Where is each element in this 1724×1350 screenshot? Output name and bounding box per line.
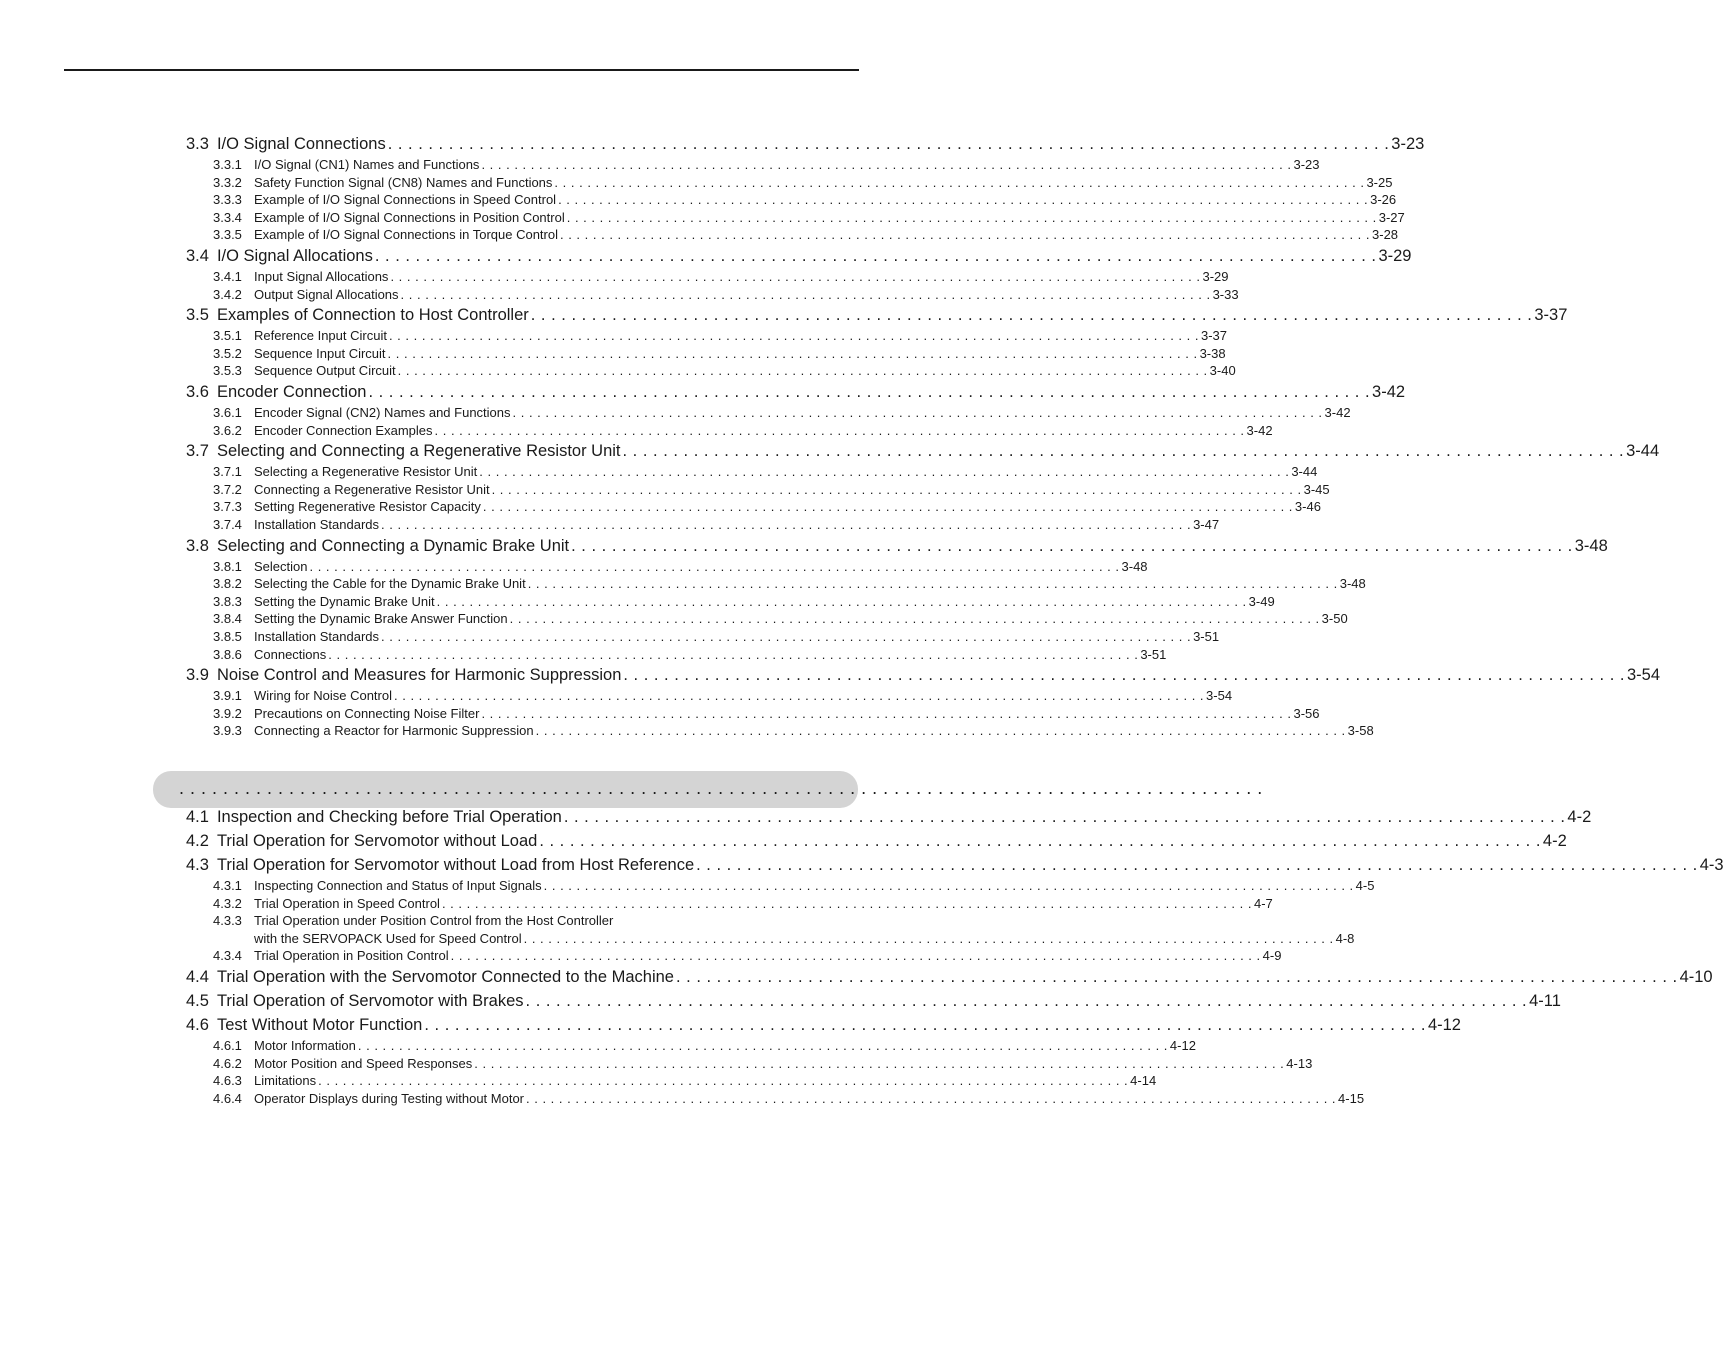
leader-dots: . . . . . . . . . . . . . . . . . . . . . . . . . . . . . . . . . . . . . . . . . . . . . . . . . . . . . . . . . . . . . . . . . . . . . . . . . . . . . . . . . . . . . . . . . . . . . . . . . . . [387,345,1198,361]
entry-text: Example of I/O Signal Connections in Position Control [254,209,565,225]
leader-dots: . . . . . . . . . . . . . . . . . . . . . . . . . . . . . . . . . . . . . . . . . . . . . . . . . . . . . . . . . . . . . . . . . . . . . . . . . . . . . . . . . . . . . . . . . . . . . . . . . . . [526,1090,1337,1106]
toc-subsection-3-8-4[interactable] [213,611,1348,628]
entry-text: Reference Input Circuit [254,328,387,344]
entry-number: 3.8 [186,536,209,555]
toc-subsection-4-6-2[interactable] [213,1055,1313,1073]
entry-number: 3.5.3 [213,363,242,379]
leader-dots: . . . . . . . . . . . . . . . . . . . . . . . . . . . . . . . . . . . . . . . . . . . . . . . . . . . . . . . . . . . . . . . . . . . . . . . . . . . . . . . . . . . . . . . . . . . . . . . . . . . [509,611,1320,627]
entry-number: 3.6.2 [213,422,242,438]
toc-subsection-3-5-3[interactable] [213,363,1236,380]
entry-title [213,464,477,479]
leader-dots: . . . . . . . . . . . . . . . . . . . . . . . . . . . . . . . . . . . . . . . . . . . . . . . . . . . . . . . . . . . . . . . . . . . . . . . . . . . . . . . . . . . . . . . . . . . . . . . . . . . [571,536,1573,555]
toc-subsection-3-3-3[interactable] [213,192,1397,209]
entry-title [186,808,562,827]
toc-subsection-3-4-2[interactable] [213,286,1239,304]
leader-dots: . . . . . . . . . . . . . . . . . . . . . . . . . . . . . . . . . . . . . . . . . . . . . . . . . . . . . . . . . . . . . . . . . . . . . . . . . . . . . . . . . . . . . . . . . . . . . . . . . . . [558,192,1369,208]
entry-number: 3.7.1 [213,464,242,480]
toc-subsection-3-6-1[interactable] [213,405,1351,422]
entry-page: 3-48 [1121,558,1148,574]
entry-number: 3.8.5 [213,629,242,644]
entry-page: 3-42 [1246,422,1273,438]
entry-page: 3-37 [1534,306,1568,325]
entry-text: Setting the Dynamic Brake Unit [254,593,435,609]
entry-title [186,992,524,1011]
leader-dots: . . . . . . . . . . . . . . . . . . . . . . . . . . . . . . . . . . . . . . . . . . . . . . . . . . . . . . . . . . . . . . . . . . . . . . . . . . . . . . . . . . . . . . . . . . . . . . . . . . . [381,517,1192,532]
entry-title [213,931,522,946]
leader-dots: . . . . . . . . . . . . . . . . . . . . . . . . . . . . . . . . . . . . . . . . . . . . . . . . . . . . . . . . . . . . . . . . . . . . . . . . . . . . . . . . . . . . . . . . . . . . . . . . . . . [512,405,1323,420]
leader-dots: . . . . . . . . . . . . . . . . . . . . . . . . . . . . . . . . . . . . . . . . . . . . . . . . . . . . . . . . . . . . . . . . . . . . . . . . . . . . . . . . . . . . . . . . . . . . . . . . . . . [328,646,1139,662]
entry-number: 3.3.4 [213,209,242,225]
toc-subsection-4-6-3[interactable] [213,1073,1157,1090]
entry-number: 3.3.5 [213,227,242,243]
entry-number: 3.7.4 [213,517,242,532]
entry-title [213,269,388,284]
toc-section-4-4[interactable] [186,968,1713,990]
toc-subsection-4-3-2[interactable] [213,895,1273,913]
entry-text: I/O Signal (CN1) Names and Functions [254,157,480,172]
toc-section-3-5[interactable] [186,306,1568,328]
entry-title [213,913,613,928]
entry-title [186,537,569,556]
toc-subsection-3-3-1[interactable] [213,157,1320,174]
entry-number: 3.8.2 [213,576,242,592]
entry-page: 3-29 [1202,269,1229,284]
entry-number: 3.3 [186,135,209,153]
toc-subsection-3-9-2[interactable] [213,705,1320,723]
entry-text: Trial Operation in Position Control [254,948,449,964]
entry-text: Inspection and Checking before Trial Operation [216,808,562,826]
entry-page: 3-51 [1193,629,1220,644]
entry-page: 3-49 [1248,593,1275,609]
entry-page: 4-13 [1286,1055,1313,1071]
entry-page: 3-28 [1372,227,1399,243]
entry-text: Setting Regenerative Resistor Capacity [254,499,481,515]
leader-dots: . . . . . . . . . . . . . . . . . . . . . . . . . . . . . . . . . . . . . . . . . . . . . . . . . . . . . . . . . . . . . . . . . . . . . . . . . . . . . . . . . . . . . . . . . . . . . . . . . . . [424,1016,1426,1034]
entry-page: 4-2 [1542,832,1567,850]
leader-dots: . . . . . . . . . . . . . . . . . . . . . . . . . . . . . . . . . . . . . . . . . . . . . . . . . . . . . . . . . . . . . . . . . . . . . . . . . . . . . . . . . . . . . . . . . . . . . . . . . . . [554,174,1365,190]
entry-title [213,227,558,242]
entry-page: 3-42 [1372,383,1406,401]
entry-number: 3.9.1 [213,688,242,704]
entry-number: 4.3.1 [213,878,242,893]
leader-dots: . . . . . . . . . . . . . . . . . . . . . . . . . . . . . . . . . . . . . . . . . . . . . . . . . . . . . . . . . . . . . . . . . . . . . . . . . . . . . . . . . . . . . . . . . . . . . . . . . . . [559,227,1371,243]
leader-dots: . . . . . . . . . . . . . . . . . . . . . . . . . . . . . . . . . . . . . . . . . . . . . . . . . . . . . . . . . . . . . . . . . . . . . . . . . . . . . . . . . . . . . . . . . . . . . . . . . . . [481,705,1292,721]
leader-dots: . . . . . . . . . . . . . . . . . . . . . . . . . . . . . . . . . . . . . . . . . . . . . . . . . . . . . . . . . . . . . . . . . . . . . . . . . . . . . . . . . . . . . . . . . . . . . . . . . . . [368,383,1371,401]
entry-page: 3-25 [1366,174,1393,190]
toc-subsection-4-3-3[interactable] [213,913,836,930]
entry-page: 4-12 [1427,1016,1461,1034]
entry-page: 3-42 [1324,405,1351,420]
entry-text: Example of I/O Signal Connections in Speed Control [254,192,557,208]
leader-dots: . . . . . . . . . . . . . . . . . . . . . . . . . . . . . . . . . . . . . . . . . . . . . . . . . . . . . . . . . . . . . . . . . . . . . . . . . . . . . . . . . . . . . . . . . . . . . . . . . . . [525,992,1528,1010]
leader-dots: . . . . . . . . . . . . . . . . . . . . . . . . . . . . . . . . . . . . . . . . . . . . . . . . . . . . . . . . . . . . . . . . . . . . . . . . . . . . . . . . . . . . . . . . . . . . . . . . . . . [566,209,1377,225]
entry-number: 4.3 [186,856,209,874]
entry-number: 4.6.1 [213,1038,242,1053]
entry-title [213,576,526,591]
entry-title [213,210,565,225]
leader-dots: . . . . . . . . . . . . . . . . . . . . . . . . . . . . . . . . . . . . . . . . . . . . . . . . . . . . . . . . . . . . . . . . . . . . . . . . . . . . . . . . . . . . . . . . . . . . . . . . . . . [390,269,1201,284]
toc-subsection-3-8-1[interactable] [213,558,1148,576]
entry-number: 4.6 [186,1016,209,1034]
entry-page: 3-48 [1574,536,1608,555]
entry-title [186,135,386,154]
entry-title [186,247,373,266]
entry-title [213,706,479,721]
entry-page: 4-15 [1338,1090,1365,1106]
entry-number: 3.4 [186,247,209,265]
entry-text: Trial Operation for Servomotor without Load from Host Reference [216,856,695,874]
entry-title [186,383,366,402]
toc-subsection-3-7-3[interactable] [213,499,1321,516]
entry-text: Selecting and Connecting a Dynamic Brake Unit [216,536,570,555]
entry-text: Encoder Signal (CN2) Names and Functions [254,405,511,420]
toc-section-3-4[interactable] [186,247,1412,269]
entry-number: 4.6.2 [213,1055,242,1071]
leader-dots: . . . . . . . . . . . . . . . . . . . . . . . . . . . . . . . . . . . . . . . . . . . . . . . . . . . . . . . . . . . . . . . . . . . . . . . . . . . . . . . . . . . . . . . . . . . . . . . . . . . [397,363,1208,379]
leader-dots: . . . . . . . . . . . . . . . . . . . . . . . . . . . . . . . . . . . . . . . . . . . . . . . . . . . . . . . . . . . . . . . . . . . . . . . . . . . . . . . . . . . . . . . . . . . . . . . . . . . [388,328,1199,344]
leader-dots: . . . . . . . . . . . . . . . . . . . . . . . . . . . . . . . . . . . . . . . . . . . . . . . . . . . . . . . . . . . . . . . . . . . . . . . . . . . . . . . . . . . . . . . . . . . . . . . . . . . [479,464,1290,480]
entry-text: I/O Signal Connections [216,135,386,153]
toc-section-3-8[interactable] [186,536,1608,559]
entry-page: 3-48 [1339,576,1366,592]
entry-page: 4-7 [1253,895,1273,911]
leader-dots: . . . . . . . . . . . . . . . . . . . . . . . . . . . . . . . . . . . . . . . . . . . . . . . . . . . . . . . . . . . . . . . . . . . . . . . . . . . . . . . . . . . . . . . . . . . . . . . . . . . [563,808,1566,826]
entry-number: 3.6.1 [213,405,242,420]
entry-number: 3.5.1 [213,328,242,344]
entry-text: with the SERVOPACK Used for Speed Control [254,930,522,946]
entry-page: 4-14 [1130,1073,1157,1089]
entry-title [213,499,481,514]
entry-title [213,517,379,532]
entry-text: Trial Operation in Speed Control [254,895,440,911]
entry-number: 4.5 [186,992,209,1010]
leader-dots: . . . . . . . . . . . . . . . . . . . . . . . . . . . . . . . . . . . . . . . . . . . . . . . . . . . . . . . . . . . . . . . . . . . . . . . . . . . . . . . . . . . . . . . . . . . . . . . . . . . [675,968,1678,986]
leader-dots: . . . . . . . . . . . . . . . . . . . . . . . . . . . . . . . . . . . . . . . . . . . . . . . . . . . . . . . . . . . . . . . . . . . . . . . . . . . . . . . . . . . . . . . . . . . . . . . . . . . [535,723,1346,739]
entry-page: 4-3 [1699,856,1724,874]
toc-subsection-3-7-4[interactable] [213,517,1220,534]
leader-dots: . . . . . . . . . . . . . . . . . . . . . . . . . . . . . . . . . . . . . . . . . . . . . . . . . . . . . . . . . . . . . . . . . . . . . . . . . . . . . . . . . . . . . . . . . . . . . . . . . . . [474,1055,1285,1071]
entry-title [213,1038,356,1053]
entry-title [213,1073,316,1088]
entry-text: I/O Signal Allocations [216,247,373,265]
toc-section-4-3[interactable] [186,856,1724,878]
entry-page: 3-54 [1206,688,1233,704]
entry-text: Connecting a Reactor for Harmonic Suppression [254,723,534,739]
toc-subsection-3-8-6[interactable] [213,646,1167,664]
entry-title [213,896,440,911]
entry-title [213,594,435,609]
entry-page: 4-10 [1679,968,1713,986]
header-rule [64,69,859,71]
entry-title [186,306,529,325]
entry-number: 3.8.3 [213,593,242,609]
entry-page: 3-33 [1212,286,1239,302]
entry-number: 4.3.3 [213,913,242,929]
entry-title [213,363,396,378]
entry-number: 3.7 [186,442,209,461]
leader-dots: . . . . . . . . . . . . . . . . . . . . . . . . . . . . . . . . . . . . . . . . . . . . . . . . . . . . . . . . . . . . . . . . . . . . . . . . . . . . . . . . . . . . . . . . . . . . . . . . . . . [387,135,1390,153]
entry-number: 3.9.2 [213,705,242,721]
entry-number: 4.1 [186,808,209,826]
entry-title [213,287,399,302]
leader-dots: . . . . . . . . . . . . . . . . . . . . . . . . . . . . . . . . . . . . . . . . . . . . . . . . . . . . . . . . . . . . . . . . . . . . . . . . . . . . . . . . . . . . . . . . . . . . . . . . . . . [441,895,1252,911]
entry-title [213,559,307,574]
toc-section-3-7[interactable] [186,442,1660,464]
entry-title [186,856,694,875]
entry-text: Trial Operation under Position Control from the Host Controller [254,913,614,929]
entry-page: 3-56 [1293,705,1320,721]
entry-page: 3-38 [1199,345,1226,361]
entry-number: 3.7.3 [213,499,242,515]
entry-number: 4.3.2 [213,895,242,911]
entry-page: 3-45 [1303,481,1330,497]
entry-page: 4-11 [1529,992,1561,1010]
entry-page: 3-26 [1370,192,1397,208]
entry-text: Encoder Connection [216,383,367,401]
entry-text: Selecting and Connecting a Regenerative Resistor Unit [216,442,621,461]
entry-title [186,968,674,987]
toc-subsection-3-8-5[interactable] [213,629,1220,646]
toc-subsection-4-6-1[interactable] [213,1038,1196,1055]
leader-dots: . . . . . . . . . . . . . . . . . . . . . . . . . . . . . . . . . . . . . . . . . . . . . . . . . . . . . . . . . . . . . . . . . . . . . . . . . . . . . . . . . . . . . . . . . . . . . . . . . . . [623,666,1625,685]
leader-dots: . . . . . . . . . . . . . . . . . . . . . . . . . . . . . . . . . . . . . . . . . . . . . . . . . . . . . . . . . . . . . . . . . . . . . . . . . . . . . . . . . . . . . . . . . . . . . . . . . . . [400,286,1211,302]
entry-title [186,442,621,461]
leader-dots: . . . . . . . . . . . . . . . . . . . . . . . . . . . . . . . . . . . . . . . . . . . . . . . . . . . . . . . . . . . . . . . . . . . . . . . . . . . . . . . . . . . . . . . . . . . . . . . . . . . [527,576,1338,592]
toc-subsection-3-5-1[interactable] [213,328,1228,345]
entry-text: Output Signal Allocations [254,286,399,302]
entry-text: Setting the Dynamic Brake Answer Function [254,611,508,627]
entry-text: Encoder Connection Examples [254,422,433,438]
entry-page: 3-40 [1209,363,1236,379]
toc-section-3-3[interactable] [186,135,1425,157]
entry-number: 3.8.4 [213,611,242,627]
entry-number: 3.8.6 [213,646,242,662]
entry-page: 3-44 [1291,464,1318,480]
toc-section-4-6[interactable] [186,1016,1461,1038]
leader-dots: . . . . . . . . . . . . . . . . . . . . . . . . . . . . . . . . . . . . . . . . . . . . . . . . . . . . . . . . . . . . . . . . . . . . . . . . . . . . . . . . . . . . . . . . . . . . . . . . . . . [436,593,1247,609]
entry-title [213,688,392,703]
leader-dots: . . . . . . . . . . . . . . . . . . . . . . . . . . . . . . . . . . . . . . . . . . . . . . . . . . . . . . . . . . . . . . . . . . . . . . . . . . . . . . . . . . . . . . . . . . . . . . . . . . . [523,930,1334,946]
entry-text: Operator Displays during Testing without Motor [254,1090,524,1106]
leader-dots: . . . . . . . . . . . . . . . . . . . . . . . . . . . . . . . . . . . . . . . . . . . . . . . . . . . . . . . . . . . . . . . . . . . . . . . . . . . . . . . . . . . . . . . . . . . . . . . . . . . [543,878,1354,893]
entry-text: Trial Operation of Servomotor with Brakes [216,992,524,1010]
toc-section-3-9[interactable] [186,666,1660,688]
entry-number: 4.6.3 [213,1073,242,1089]
entry-page: 3-37 [1200,328,1228,344]
toc-section-4-1[interactable] [186,808,1592,830]
entry-number: 4.2 [186,832,209,850]
entry-number: 4.3.4 [213,948,242,964]
entry-page: 3-58 [1347,723,1374,739]
entry-text: Selection [254,558,308,574]
entry-title [186,832,537,851]
entry-title [213,878,542,893]
entry-title [213,1091,524,1106]
toc-subsection-3-6-2[interactable] [213,422,1273,440]
entry-page: 3-50 [1321,611,1348,627]
toc-subsection-3-3-5[interactable] [213,227,1399,244]
entry-number: 3.8.1 [213,558,242,574]
entry-text: Motor Position and Speed Responses [254,1055,473,1071]
toc-subsection-3-8-3[interactable] [213,593,1275,611]
entry-page: 4-8 [1335,930,1355,946]
entry-title [213,482,490,497]
entry-text: Trial Operation for Servomotor without Load [216,832,538,850]
entry-text: Motor Information [254,1038,356,1053]
entry-title [213,423,433,438]
entry-page: 3-47 [1193,517,1220,532]
leader-dots: . . . . . . . . . . . . . . . . . . . . . . . . . . . . . . . . . . . . . . . . . . . . . . . . . . . . . . . . . . . . . . . . . . . . . . . . . . . . . . . . . . . . . . . . . . . . . . . . . . . [450,948,1261,964]
entry-text: Safety Function Signal (CN8) Names and Functions [254,174,553,190]
leader-dots: . . . . . . . . . . . . . . . . . . . . . . . . . . . . . . . . . . . . . . . . . . . . . . . . . . . . . . . . . . . . . . . . . . . . . . . . . . . . . . . . . . . . . . . . . . . . . . . . . . . [539,832,1541,850]
entry-title [213,346,386,361]
leader-dots: . . . . . . . . . . . . . . . . . . . . . . . . . . . . . . . . . . . . . . . . . . . . . . . . . . . . . . . . . . . . . . . . . . . . . . . . . . . . . . . . . . . . . . . . . . . . . . . . . . . [318,1073,1129,1089]
entry-page: 3-23 [1391,135,1425,153]
toc-subsection-3-5-2[interactable] [213,345,1226,363]
leader-dots: . . . . . . . . . . . . . . . . . . . . . . . . . . . . . . . . . . . . . . . . . . . . . . . . . . . . . . . . . . . . . . . . . . . . . . . . . . . . . . . . . . . . . . . . . . . . . . . . . . . [696,856,1698,874]
leader-dots: . . . . . . . . . . . . . . . . . . . . . . . . . . . . . . . . . . . . . . . . . . . . . . . . . . . . . . . . . . . . . . . . . . . . . . . . . . . . . . . . . . . . . . . . . . . . . . . . . . . [491,481,1302,497]
leader-dots: . . . . . . . . . . . . . . . . . . . . . . . . . . . . . . . . . . . . . . . . . . . . . . . . . . . . . . . . . . . . . . . . . . . . . . . . . . . . . . . . . . . . . . . . . . . . . . . . . . . [381,629,1192,644]
entry-number: 4.4 [186,968,209,986]
entry-number: 3.5.2 [213,345,242,361]
entry-text: Selecting the Cable for the Dynamic Brake Unit [254,576,526,592]
entry-number: 3.3.2 [213,174,242,190]
toc-subsection-4-3-4[interactable] [213,948,1282,965]
entry-text: Installation Standards [254,517,380,532]
entry-title [213,948,449,963]
entry-text: Examples of Connection to Host Controller [216,306,529,325]
entry-page: 3-27 [1378,209,1405,225]
toc-subsection-3-9-1[interactable] [213,688,1233,705]
leader-dots: . . . . . . . . . . . . . . . . . . . . . . . . . . . . . . . . . . . . . . . . . . . . . . . . . . . . . . . . . . . . . . . . . . . . . . . . . . . . . . . . . . . . . . . . . . . . . . . . . . . [394,688,1205,704]
entry-page: 3-51 [1140,646,1167,662]
entry-page: 3-29 [1378,247,1412,265]
entry-text: Precautions on Connecting Noise Filter [254,705,480,721]
entry-title [213,723,534,738]
entry-title [213,647,326,662]
entry-number: 3.7.2 [213,481,242,497]
toc-section-4-5[interactable] [186,992,1561,1014]
entry-number: 3.9 [186,666,209,685]
entry-title [213,1056,472,1071]
entry-number: 3.5 [186,306,209,325]
entry-text: Selecting a Regenerative Resistor Unit [254,464,478,480]
toc-section-4-2[interactable] [186,832,1567,854]
entry-number: 3.3.1 [213,157,242,172]
entry-text: Inspecting Connection and Status of Input Signals [254,878,542,893]
entry-text: Installation Standards [254,629,380,644]
entry-title [186,1016,422,1035]
toc-subsection-3-9-3[interactable] [213,723,1374,740]
leader-dots: . . . . . . . . . . . . . . . . . . . . . . . . . . . . . . . . . . . . . . . . . . . . . . . . . . . . . . . . . . . . . . . . . . . . . . . . . . . . . . . . . . . . . . . . . . . . . . . . . . . [374,247,1377,265]
entry-title [186,666,621,685]
entry-number: 3.4.2 [213,286,242,302]
leader-dots: . . . . . . . . . . . . . . . . . . . . . . . . . . . . . . . . . . . . . . . . . . . . . . . . . . . . . . . . . . . . . . . . . . . . . . . . . . . . . . . . . . . . . . . . . . . . . . . . . . . [309,558,1120,574]
entry-page: 4-9 [1262,948,1282,964]
entry-number: 3.4.1 [213,269,242,284]
entry-text: Wiring for Noise Control [254,688,392,704]
leader-dots: . . . . . . . . . . . . . . . . . . . . . . . . . . . . . . . . . . . . . . . . . . . . . . . . . . . . . . . . . . . . . . . . . . . . . . . . . . . . . . . . . . . . . . . . . . . . . . . . . . . [530,306,1533,325]
entry-text: Sequence Input Circuit [254,345,386,361]
entry-title [213,611,508,626]
toc-subsection-3-8-2[interactable] [213,576,1366,593]
leader-dots: . . . . . . . . . . . . . . . . . . . . . . . . . . . . . . . . . . . . . . . . . . . . . . . . . . . . . . . . . . . . . . . . . . . . . . . . . . . . . . . . . . . . . . . . . . . . . . . . . . . [179,778,1263,798]
toc-continuation-line[interactable] [213,930,1355,948]
entry-page: 4-5 [1355,878,1375,893]
entry-title [213,405,511,420]
leader-dots: . . . . . . . . . . . . . . . . . . . . . . . . . . . . . . . . . . . . . . . . . . . . . . . . . . . . . . . . . . . . . . . . . . . . . . . . . . . . . . . . . . . . . . . . . . . . . . . . . . . [482,499,1293,515]
entry-number: 3.3.3 [213,192,242,208]
chapter-4-heading[interactable] [177,778,1263,802]
toc-section-3-6[interactable] [186,383,1406,405]
entry-title [213,157,479,172]
entry-page: 3-23 [1293,157,1320,172]
entry-text: Limitations [254,1073,317,1089]
leader-dots: . . . . . . . . . . . . . . . . . . . . . . . . . . . . . . . . . . . . . . . . . . . . . . . . . . . . . . . . . . . . . . . . . . . . . . . . . . . . . . . . . . . . . . . . . . . . . . . . . . . [481,157,1292,172]
entry-text: Test Without Motor Function [216,1016,423,1034]
toc-subsection-3-7-2[interactable] [213,481,1330,499]
entry-page: 4-12 [1169,1038,1196,1053]
toc-subsection-3-7-1[interactable] [213,464,1318,481]
entry-title [213,629,379,644]
entry-page: 3-44 [1626,442,1660,461]
entry-text: Connecting a Regenerative Resistor Unit [254,481,490,497]
entry-page: 4-2 [1567,808,1592,826]
entry-text: Noise Control and Measures for Harmonic Suppression [216,666,622,685]
entry-number: 3.9.3 [213,723,242,739]
entry-title [213,328,387,343]
entry-text: Example of I/O Signal Connections in Torque Control [254,227,558,243]
leader-dots: . . . . . . . . . . . . . . . . . . . . . . . . . . . . . . . . . . . . . . . . . . . . . . . . . . . . . . . . . . . . . . . . . . . . . . . . . . . . . . . . . . . . . . . . . . . . . . . . . . . [622,442,1625,461]
toc-subsection-4-3-1[interactable] [213,878,1375,895]
leader-dots: . . . . . . . . . . . . . . . . . . . . . . . . . . . . . . . . . . . . . . . . . . . . . . . . . . . . . . . . . . . . . . . . . . . . . . . . . . . . . . . . . . . . . . . . . . . . . . . . . . . [357,1038,1168,1053]
toc-subsection-3-3-2[interactable] [213,174,1393,192]
entry-text: Input Signal Allocations [254,269,389,284]
entry-text: Sequence Output Circuit [254,363,396,379]
entry-page: 3-46 [1294,499,1321,515]
entry-text: Connections [254,646,327,662]
entry-title [213,192,556,207]
toc-subsection-3-3-4[interactable] [213,209,1405,227]
entry-number: 3.6 [186,383,209,401]
entry-title [213,175,552,190]
toc-subsection-3-4-1[interactable] [213,269,1229,286]
entry-page: 3-54 [1626,666,1660,685]
entry-text: Trial Operation with the Servomotor Connected to the Machine [216,968,674,986]
toc-subsection-4-6-4[interactable] [213,1090,1365,1108]
leader-dots: . . . . . . . . . . . . . . . . . . . . . . . . . . . . . . . . . . . . . . . . . . . . . . . . . . . . . . . . . . . . . . . . . . . . . . . . . . . . . . . . . . . . . . . . . . . . . . . . . . . [434,422,1245,438]
entry-number: 4.6.4 [213,1090,242,1106]
